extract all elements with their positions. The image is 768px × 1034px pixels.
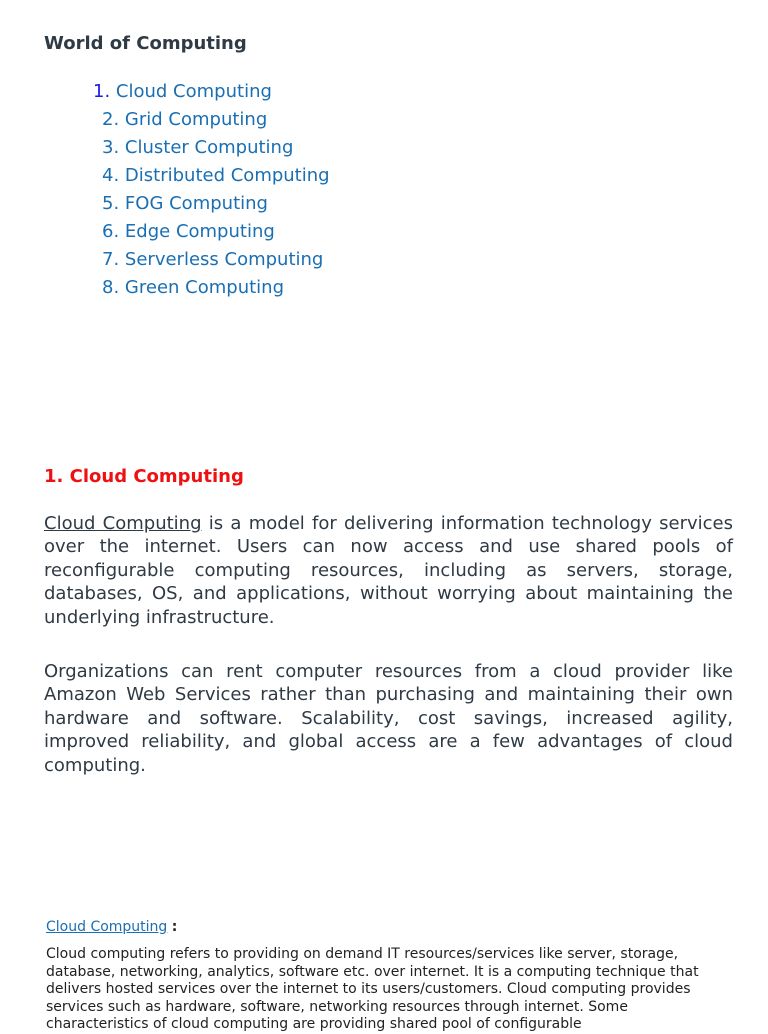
toc-item-serverless-computing[interactable] xyxy=(93,246,330,274)
toc-number: 1. xyxy=(93,81,111,102)
toc-item-green-computing[interactable] xyxy=(93,274,330,302)
toc-link[interactable]: Grid Computing xyxy=(124,109,268,130)
toc-number: 8. xyxy=(102,277,120,298)
note-colon: : xyxy=(171,919,178,935)
section-heading: 1. Cloud Computing xyxy=(44,466,244,487)
page-title: World of Computing xyxy=(44,33,247,54)
section-paragraph-2: Organizations can rent computer resources from a cloud provider like Amazon Web Services rather than purchasing and maintaining their own hardware and software. Scalability, cost savings, increased agility, improved reliability, and global access are a few advantages of cloud computing. xyxy=(44,661,733,776)
toc-link[interactable]: Edge Computing xyxy=(124,221,275,242)
section-paragraph-1 xyxy=(44,512,733,629)
note-text: Cloud computing refers to providing on demand IT resources/services like server, storage, database, networking, analytics, software etc. over internet. It is a computing technique that delivers hosted services over the internet to its users/customers. Cloud computing provides services such as hardware, software, networking resources through internet. Some characteristics of cloud computing are providing shared pool of configurable xyxy=(46,946,699,1033)
toc-link[interactable]: Cloud Computing xyxy=(115,81,272,102)
toc-link[interactable]: Distributed Computing xyxy=(124,165,330,186)
toc-link[interactable]: Green Computing xyxy=(124,277,284,298)
table-of-contents xyxy=(93,78,330,302)
toc-link[interactable]: Serverless Computing xyxy=(124,249,324,270)
toc-item-cloud-computing[interactable] xyxy=(93,78,330,106)
toc-number: 4. xyxy=(102,165,120,186)
toc-number: 2. xyxy=(102,109,120,130)
toc-item-distributed-computing[interactable] xyxy=(93,162,330,190)
cloud-computing-note-link[interactable]: Cloud Computing xyxy=(46,919,168,935)
cloud-computing-term-link[interactable]: Cloud Computing xyxy=(44,513,202,534)
note-label xyxy=(46,919,177,935)
toc-number: 5. xyxy=(102,193,120,214)
toc-item-edge-computing[interactable] xyxy=(93,218,330,246)
toc-item-fog-computing[interactable] xyxy=(93,190,330,218)
paragraph-text: is a model for delivering information technology services over the internet. Users can now access and use shared pools of reconfigurable computing resources, including as servers, storage, databases, OS, and applications, without worrying about maintaining the underlying infrastructure. xyxy=(44,513,733,628)
toc-number: 6. xyxy=(102,221,120,242)
toc-item-grid-computing[interactable] xyxy=(93,106,330,134)
toc-number: 7. xyxy=(102,249,120,270)
toc-link[interactable]: FOG Computing xyxy=(124,193,268,214)
toc-item-cluster-computing[interactable] xyxy=(93,134,330,162)
toc-number: 3. xyxy=(102,137,120,158)
toc-link[interactable]: Cluster Computing xyxy=(124,137,294,158)
